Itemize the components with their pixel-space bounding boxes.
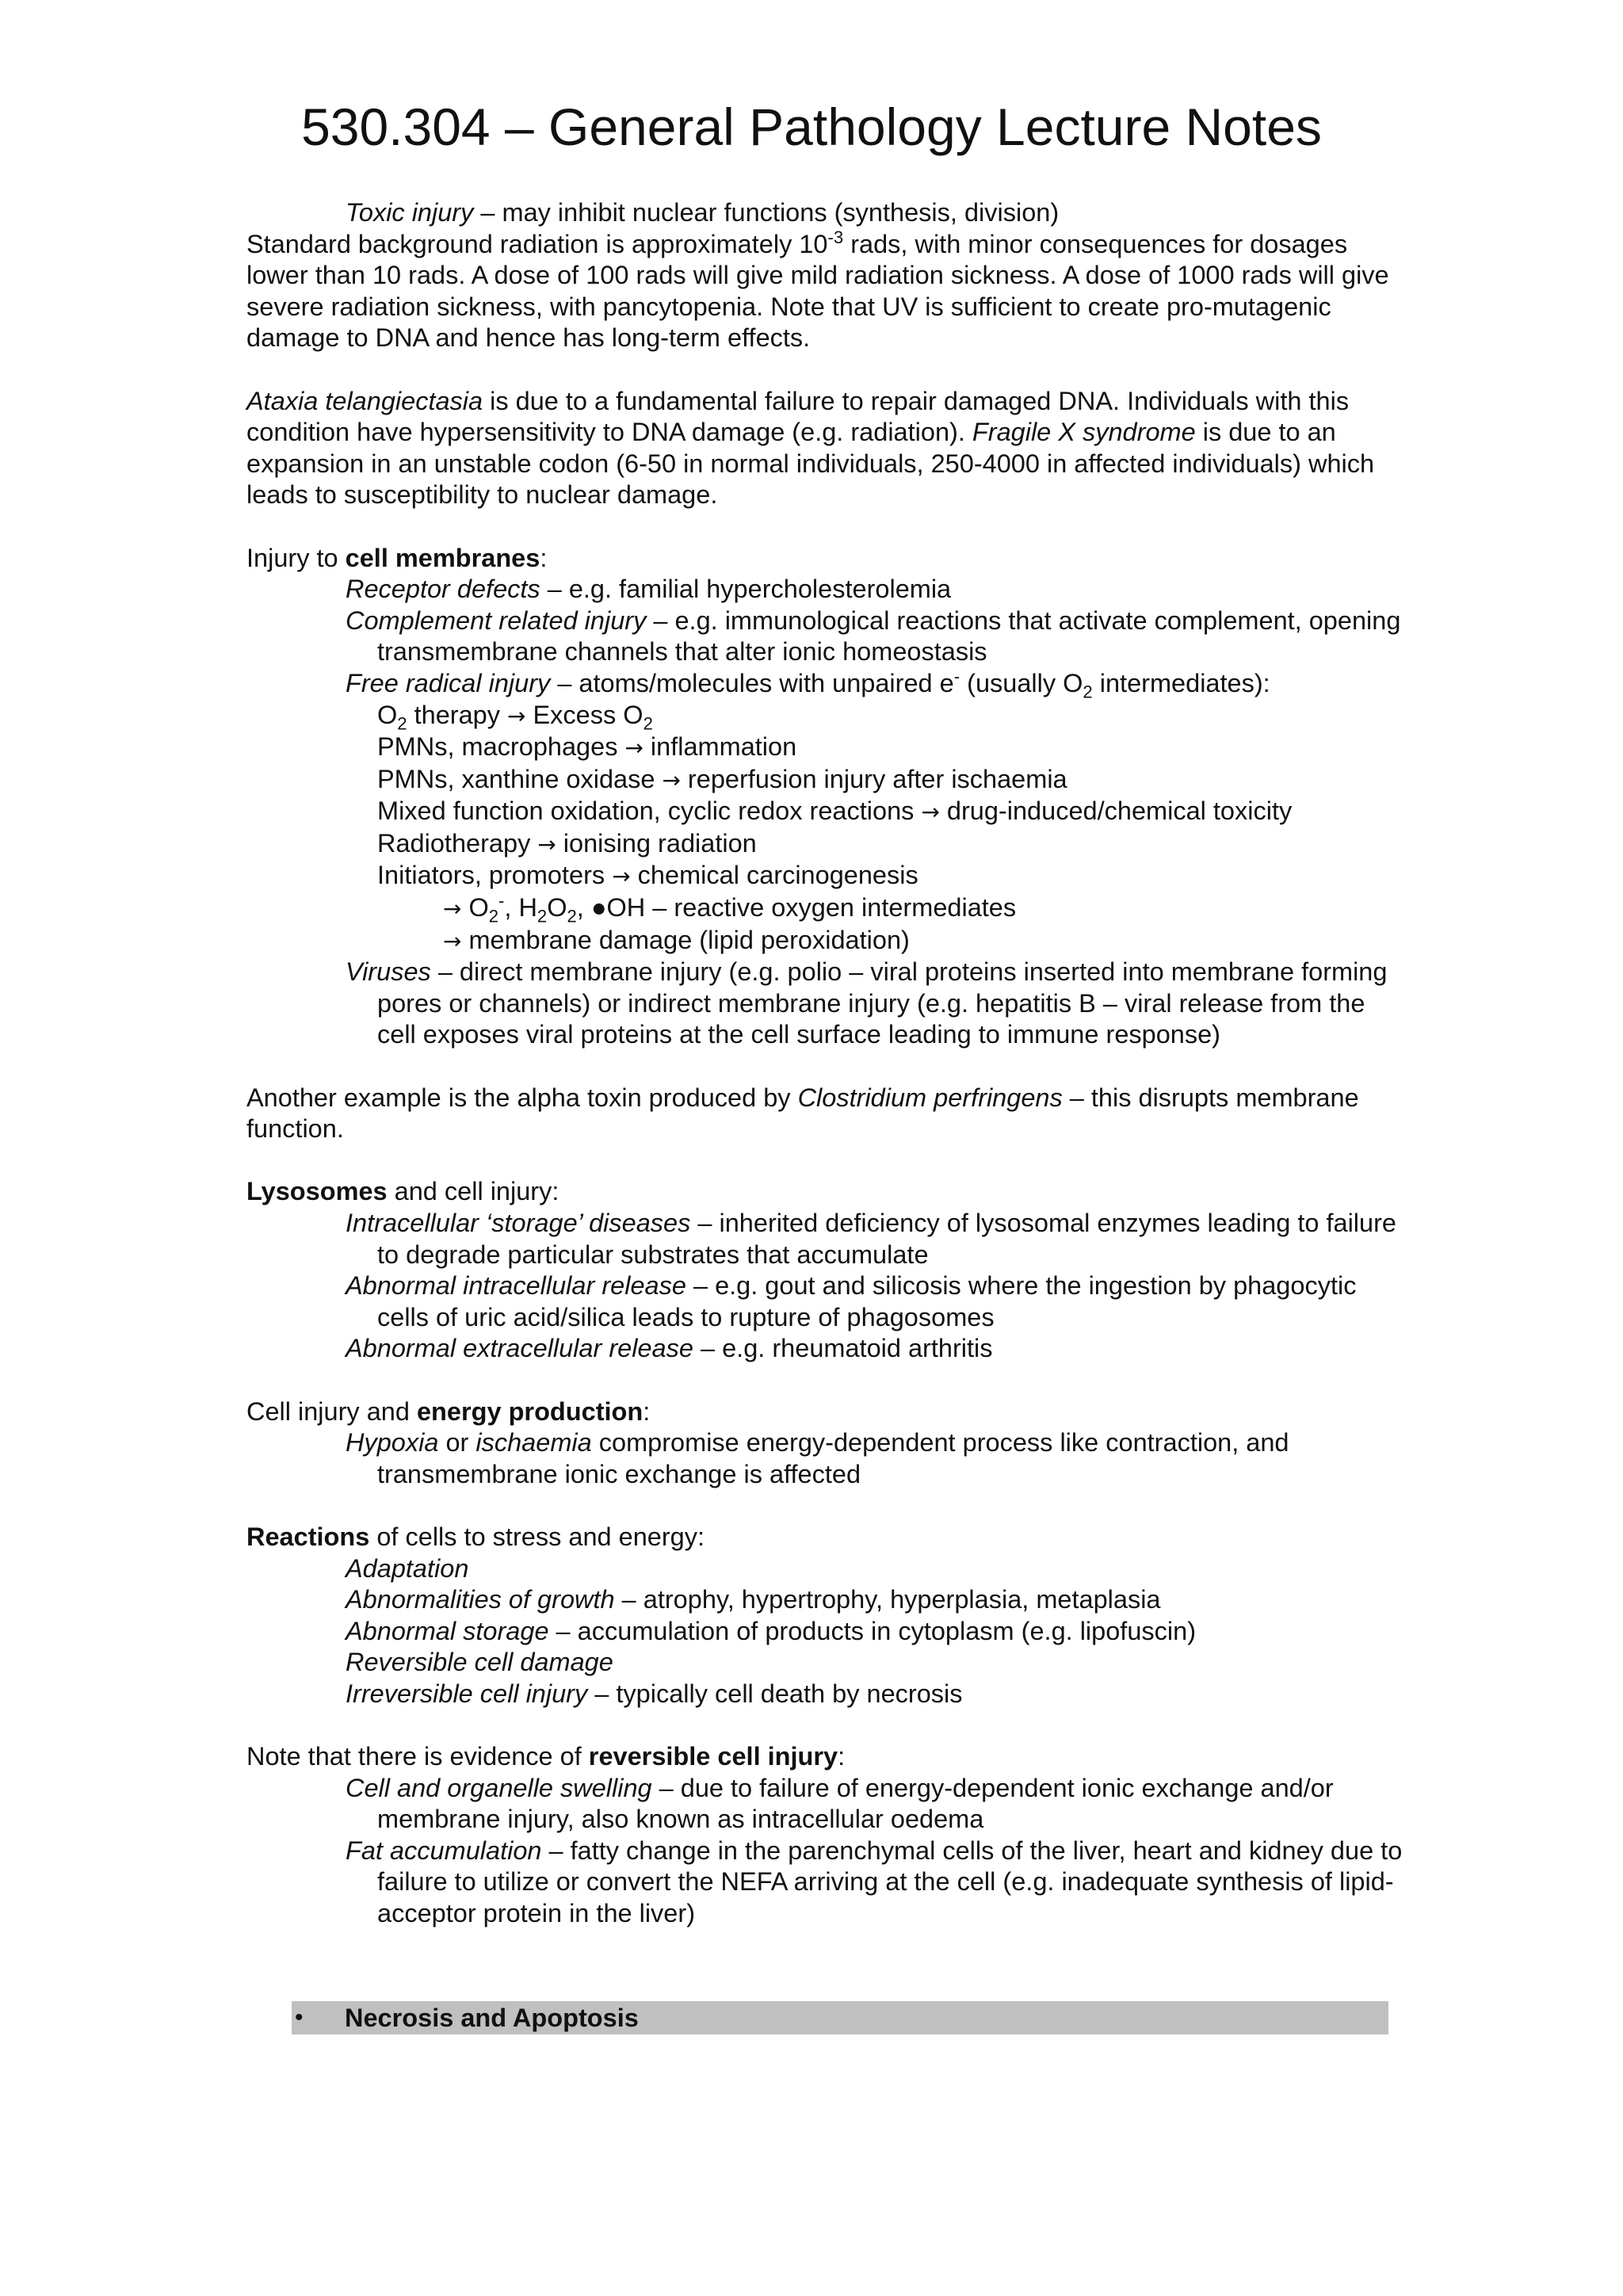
- section-heading-bar: [292, 2001, 1388, 2034]
- complement-injury-item: Complement related injury – e.g. immunological reactions that activate complement, opening transmembrane channels that alter ionic homeostasis: [346, 606, 1401, 667]
- lysosome-item: Abnormal extracellular release – e.g. rheumatoid arthritis: [346, 1334, 993, 1363]
- swelling-item: Cell and organelle swelling – due to failure of energy-dependent ionic exchange and/or membrane injury, also known as intracellular oedema: [346, 1773, 1334, 1834]
- arrow-right-icon: →: [921, 799, 940, 826]
- reversible-injury-intro: Note that there is evidence of reversible cell injury:: [246, 1742, 846, 1771]
- ataxia-paragraph: Ataxia telangiectasia is due to a fundamental failure to repair damaged DNA. Individuals with this condition have hypersensitivity to DNA damage (e.g. radiation). Fragile X syndrome is due to an expansion in an unstable codon (6-50 in normal individuals, 250-4000 in affected individuals) which leads to susceptibility to nuclear damage.: [246, 386, 1375, 510]
- viruses-item: Viruses – direct membrane injury (e.g. polio – viral proteins inserted into membrane forming pores or channels) or indirect membrane injury (e.g. hepatitis B – viral release from the cell exposes viral proteins at the cell surface leading to immune response): [346, 957, 1388, 1049]
- lysosome-item: Abnormal intracellular release – e.g. gout and silicosis where the ingestion by phagocytic cells of uric acid/silica leads to rupture of phagosomes: [346, 1271, 1357, 1331]
- hypoxia-item: Hypoxia or ischaemia compromise energy-dependent process like contraction, and transmembrane ionic exchange is affected: [346, 1428, 1289, 1488]
- reactive-oxygen-line: → $O_2^-$, $H_2O_2$, ●OH – reactive oxygen intermediates: [443, 891, 1017, 926]
- arrow-right-icon: →: [507, 702, 526, 729]
- arrow-right-icon: →: [612, 863, 631, 890]
- lecture-notes-body: [246, 197, 1403, 1930]
- arrow-right-icon: →: [443, 927, 462, 954]
- cause-line: PMNs, xanthine oxidase → reperfusion injury after ischaemia: [377, 764, 1067, 793]
- free-radical-injury-item: Free radical injury – atoms/molecules with unpaired e- (usually $O_2$ intermediates):: [346, 667, 1270, 702]
- arrow-right-icon: →: [443, 896, 462, 923]
- lysosome-item: Intracellular ‘storage’ diseases – inherited deficiency of lysosomal enzymes leading to failure to degrade particular substrates that accumulate: [346, 1209, 1396, 1269]
- lysosomes-intro: Lysosomes and cell injury:: [246, 1177, 559, 1206]
- radiation-paragraph: Standard background radiation is approximately $10^{-3}$ rads, with minor consequences for dosages lower than 10 rads. A dose of 100 rads will give mild radiation sickness. A dose of 1000 rads will give severe radiation sickness, with pancytopenia. Note that UV is sufficient to create pro-mutagenic damage to DNA and hence has long-term effects.: [246, 227, 1389, 353]
- arrow-right-icon: →: [662, 766, 681, 793]
- toxic-injury-line: Toxic injury – may inhibit nuclear functions (synthesis, division): [346, 198, 1060, 227]
- cause-line: Initiators, promoters → chemical carcinogenesis: [377, 861, 918, 890]
- arrow-right-icon: →: [537, 831, 556, 858]
- reaction-item: Reversible cell damage: [346, 1648, 613, 1677]
- membrane-damage-line: → membrane damage (lipid peroxidation): [443, 925, 910, 954]
- cause-line: Radiotherapy → ionising radiation: [377, 828, 757, 858]
- fat-accumulation-item: Fat accumulation – fatty change in the parenchymal cells of the liver, heart and kidney due to failure to utilize or convert the NEFA arriving at the cell (e.g. inadequate synthesis of lipid-acceptor protein in the liver): [346, 1836, 1403, 1928]
- reactions-intro: Reactions of cells to stress and energy:: [246, 1522, 705, 1551]
- alpha-toxin-paragraph: Another example is the alpha toxin produced by Clostridium perfringens – this disrupts membrane function.: [246, 1083, 1359, 1144]
- cause-line: PMNs, macrophages → inflammation: [377, 732, 797, 762]
- o2-therapy-line: $O_2$ therapy → Excess $O_2$: [377, 700, 653, 733]
- receptor-defects-item: Receptor defects – e.g. familial hypercholesterolemia: [346, 575, 952, 604]
- toxic-injury-label: Toxic injury: [346, 198, 474, 227]
- cell-membranes-intro: Injury to cell membranes:: [246, 543, 548, 572]
- bullet-icon: •: [295, 2004, 304, 2030]
- reaction-item: Abnormal storage – accumulation of products in cytoplasm (e.g. lipofuscin): [346, 1616, 1197, 1645]
- arrow-right-icon: →: [624, 735, 643, 762]
- cause-line: Mixed function oxidation, cyclic redox reactions → drug-induced/chemical toxicity: [377, 797, 1293, 826]
- reaction-item: Adaptation: [346, 1553, 469, 1583]
- reaction-item: Irreversible cell injury – typically cell death by necrosis: [346, 1679, 963, 1708]
- page-title: 530.304 – General Pathology Lecture Notes: [301, 97, 1322, 156]
- energy-production-intro: Cell injury and energy production:: [246, 1396, 651, 1426]
- reaction-item: Abnormalities of growth – atrophy, hypertrophy, hyperplasia, metaplasia: [346, 1585, 1161, 1614]
- section-heading: Necrosis and Apoptosis: [345, 2004, 639, 2032]
